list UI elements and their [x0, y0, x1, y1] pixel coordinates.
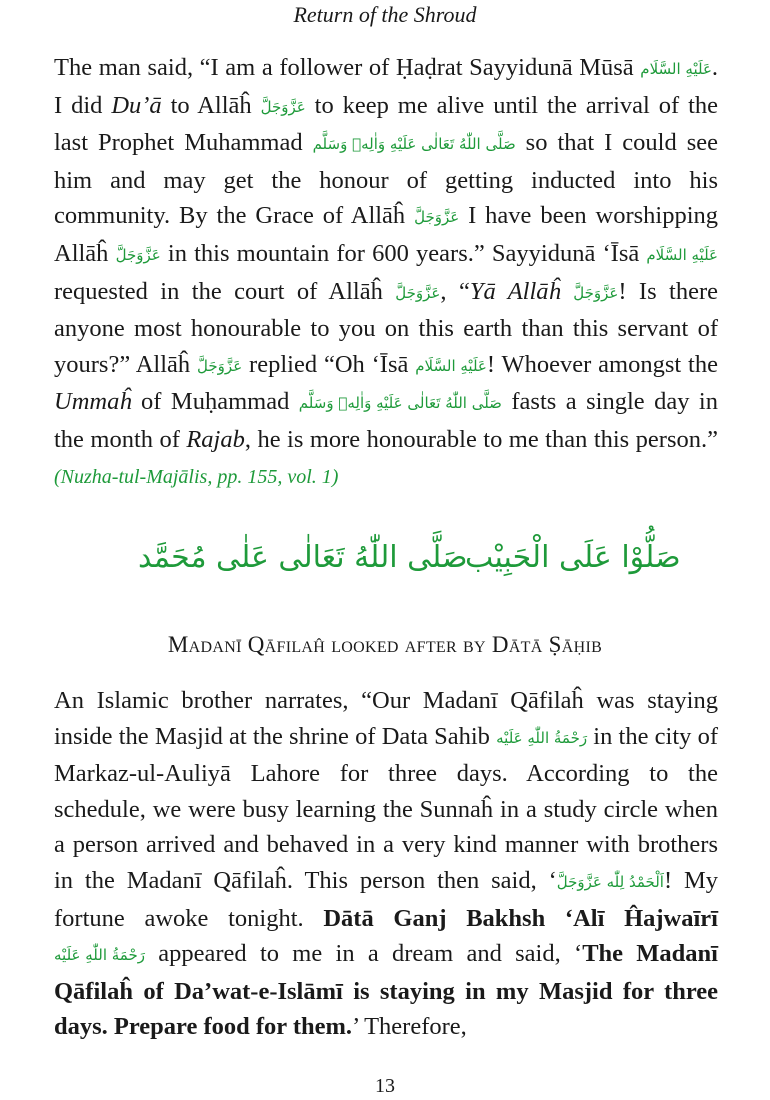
text: I have been worshipping Allāĥ	[54, 202, 719, 267]
section-heading: Madanī Qāfilaĥ looked after by Dātā Ṣāḥib	[167, 632, 603, 657]
text: , “	[440, 277, 470, 305]
arabic-phrase: اَلْحَمْدُ لِلّٰه عَزَّوَجَلَّ	[556, 872, 664, 891]
text: An Islamic brother narrates, “Our Madanī Qāfilaĥ was staying inside the Masjid at the shrine of Data Sahib	[54, 687, 718, 750]
reference-citation: (Nuzha-tul-Majālis, pp. 155, vol. 1)	[54, 465, 339, 488]
running-header: Return of the Shroud	[293, 2, 477, 27]
text: appeared to me in a dream and said, ‘	[145, 940, 583, 968]
arabic-honorific: عَلَیْهِ السَّلَام	[640, 60, 712, 78]
salawat-right-phrase: صَلَّی اللّٰهُ تَعَالٰی عَلٰی مُحَمَّد	[138, 540, 468, 575]
text: ! Is there anyone most honourable to you on this earth than this servant of yours?” Allāĥ	[54, 277, 719, 378]
arabic-honorific: رَحْمَةُ اللّٰهِ عَلَیْه	[54, 946, 145, 965]
term: Yā Allāĥ	[469, 277, 561, 305]
text: so that I could see him and may get the honour of getting inducted into his community. By the Grace of Allāĥ	[54, 129, 718, 230]
term: Ummaĥ	[54, 388, 132, 416]
paragraph-story	[54, 50, 718, 495]
arabic-honorific: عَزَّوَجَلَّ	[395, 283, 441, 302]
text: in the city of Markaz-ul-Auliyā Lahore for three days. According to the schedule, we were busy learning the Sunnaĥ in a study circle when a person arrived and behaved in a very kind manner with brothers in the Madanī Qāfilaĥ. This person then said, ‘	[54, 722, 718, 894]
text: . I did	[54, 54, 719, 119]
term: Du’ā	[111, 91, 162, 119]
term: Rajab	[186, 425, 245, 453]
paragraph-narration	[54, 683, 718, 1045]
text	[561, 278, 573, 305]
arabic-honorific: عَزَّوَجَلَّ	[197, 356, 243, 375]
text: in this mountain for 600 years.” Sayyidunā ‘Īsā	[160, 239, 647, 267]
arabic-honorific: عَزَّوَجَلَّ	[414, 208, 460, 227]
text: of Muḥammad	[131, 388, 299, 416]
bold-name: Dātā Ganj Bakhsh ‘Alī Ĥajwaīrī	[323, 904, 718, 932]
salawat-left-phrase: صَلُّوْا عَلَی الْحَبِیْب	[465, 540, 681, 575]
text: replied “Oh ‘Īsā	[242, 350, 416, 378]
arabic-honorific: عَلَیْهِ السَّلَام	[415, 356, 487, 375]
text: ! My fortune awoke tonight.	[54, 866, 719, 932]
text: , he is more honourable to me than this person.”	[244, 425, 718, 453]
text: ! Whoever amongst the	[486, 350, 718, 378]
text: The man said, “I am a follower of Ḥaḍrat Sayyidunā Mūsā	[54, 54, 634, 81]
arabic-honorific: صَلَّی اللّٰهُ تَعَالٰی عَلَیْهِ وَاٰلِهٖ وَسَلَّم	[312, 135, 516, 154]
arabic-honorific: عَزَّوَجَلَّ	[115, 245, 161, 264]
text: to Allāĥ	[161, 91, 261, 119]
text: ’ Therefore,	[352, 1013, 467, 1041]
text: requested in the court of Allāĥ	[54, 277, 396, 305]
arabic-honorific: عَزَّوَجَلَّ	[260, 97, 306, 116]
arabic-honorific: عَلَیْهِ السَّلَام	[646, 245, 718, 264]
page-number: 13	[375, 1075, 395, 1097]
bold-quote: The Madanī Qāfilaĥ of Da’wat-e-Islāmī is staying in my Masjid for three days. Prepare food for them.	[54, 940, 718, 1041]
arabic-honorific: صَلَّی اللّٰهُ تَعَالٰی عَلَیْهِ وَاٰلِهٖ وَسَلَّم	[298, 394, 502, 413]
arabic-honorific: عَزَّوَجَلَّ	[573, 283, 619, 302]
text: to keep me alive until the arrival of the last Prophet Muhammad	[54, 91, 719, 157]
arabic-honorific: رَحْمَةُ اللّٰهِ عَلَیْه	[496, 728, 588, 747]
text: fasts a single day in the month of	[54, 388, 718, 453]
salawat-line	[0, 540, 770, 590]
